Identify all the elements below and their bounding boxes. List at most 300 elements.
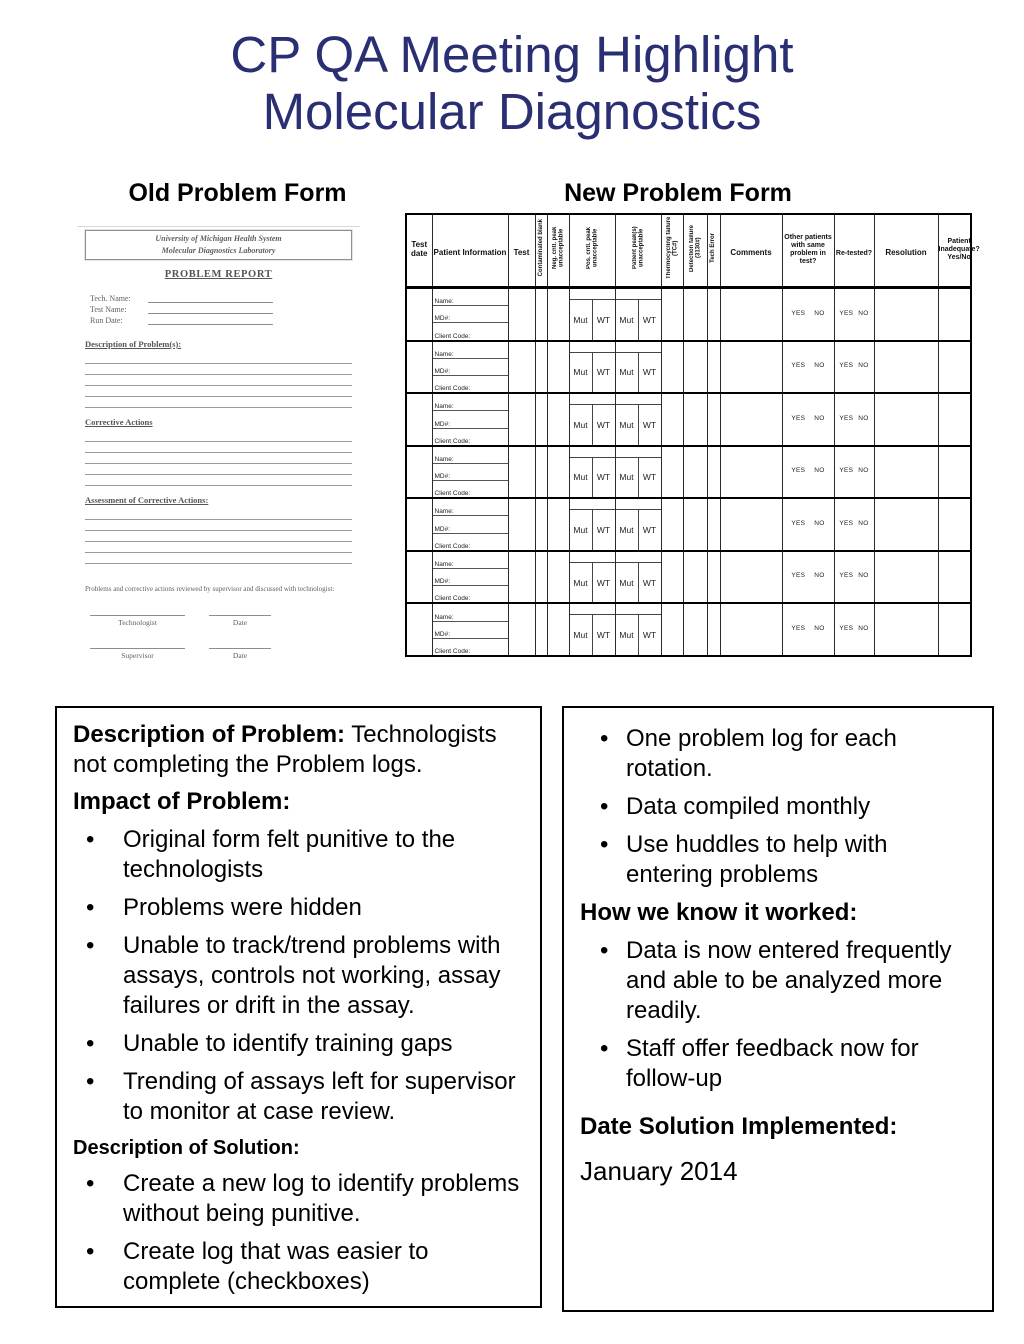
- cell: [938, 288, 971, 341]
- yes-no-label: YES: [791, 467, 806, 475]
- cell: [683, 551, 707, 604]
- cell: [938, 446, 971, 499]
- ruled-line: [85, 542, 352, 553]
- subcolumn-label: WT: [592, 458, 615, 498]
- cell: [782, 498, 834, 551]
- column-header-label: Neg. cntl. peak unacceptable: [551, 226, 564, 270]
- mut-wt-subcells: [570, 299, 615, 340]
- bullet-marker: •: [86, 826, 95, 853]
- subcolumn-label: WT: [592, 563, 615, 603]
- cell: [615, 288, 661, 341]
- subcolumn-label: WT: [638, 405, 661, 445]
- column-header: [661, 214, 683, 288]
- column-header-label: Contaminated blank: [537, 219, 544, 277]
- cell: [834, 393, 874, 446]
- cell: [720, 498, 782, 551]
- cell: [569, 603, 615, 656]
- bullet-text: Data compiled monthly: [626, 793, 871, 820]
- yes-no-label: YES: [791, 519, 806, 527]
- patient-field-label: Name:: [433, 289, 508, 306]
- bullet-marker: •: [86, 932, 95, 959]
- signatory-label: Supervisor: [121, 651, 154, 660]
- cell: [661, 551, 683, 604]
- column-header: [535, 214, 547, 288]
- yes-no-label: YES: [839, 624, 854, 632]
- date-label: Date: [232, 651, 248, 660]
- subcolumn-label: Mut: [619, 367, 634, 378]
- patient-field-label: MD#:: [433, 359, 508, 376]
- column-header: [782, 214, 834, 288]
- bullet-marker: •: [86, 1030, 95, 1057]
- subcolumn-label: Mut: [573, 577, 588, 588]
- cell: [569, 393, 615, 446]
- yes-no-label: NO: [858, 309, 869, 317]
- bullet-item: [73, 825, 524, 885]
- yes-no-label: NO: [858, 414, 869, 422]
- subcolumn-label: WT: [638, 563, 661, 603]
- table-body: [406, 288, 971, 656]
- subcolumn-label: WT: [638, 615, 661, 655]
- column-header: [508, 214, 535, 288]
- column-header-label: Other patients with same problem in test?: [784, 233, 832, 265]
- bullet-item: [73, 931, 524, 1021]
- bullet-text: Unable to identify training gaps: [123, 1030, 453, 1057]
- ruled-line: [85, 353, 352, 364]
- yes-no-options: [835, 289, 874, 337]
- ruled-line: [85, 364, 352, 375]
- patient-field-label: Name:: [433, 499, 508, 516]
- cell: [661, 341, 683, 394]
- signature-line: [90, 607, 185, 616]
- bullet-text: Unable to track/trend problems with assays, controls not working, assay failures or drift in the assay.: [123, 932, 501, 1019]
- cell: [432, 341, 508, 394]
- subcolumn-label: Mut: [573, 472, 588, 483]
- column-header-label: Pos. cntl. peak unacceptable: [585, 227, 598, 270]
- yes-no-label: YES: [791, 572, 806, 580]
- title-line-1: CP QA Meeting Highlight: [230, 26, 794, 83]
- signature-line: [209, 607, 271, 616]
- yes-no-label: NO: [858, 362, 869, 370]
- yes-no-options: [783, 447, 834, 495]
- subcolumn-label: WT: [638, 458, 661, 498]
- cell: [782, 341, 834, 394]
- column-header: [707, 214, 720, 288]
- signatory-field: [90, 607, 185, 627]
- bullet-item: [73, 1029, 524, 1059]
- bullet-item: [73, 1169, 524, 1229]
- column-header-label: Detection failure (3130#): [688, 224, 701, 272]
- bullet-text: Create a new log to identify problems without being punitive.: [123, 1170, 520, 1227]
- cell: [406, 446, 432, 499]
- cell: [720, 393, 782, 446]
- bullet-text: Problems were hidden: [123, 894, 362, 921]
- column-header-label: Patient peak(s) unacceptable: [631, 226, 644, 270]
- subcolumn-label: WT: [592, 615, 615, 655]
- cell: [707, 341, 720, 394]
- cell: [535, 341, 547, 394]
- cell: [569, 498, 615, 551]
- cell: [615, 551, 661, 604]
- field-label: Test Name:: [90, 305, 127, 314]
- column-header: [938, 214, 980, 288]
- old-form-sections: [75, 339, 362, 564]
- page-title: [0, 26, 1024, 140]
- solution-results-panel: [562, 706, 994, 1312]
- cell: [834, 341, 874, 394]
- ruled-line: [85, 386, 352, 397]
- ruled-line: [85, 509, 352, 520]
- subcolumn-label: WT: [592, 300, 615, 340]
- section-heading: Corrective Actions: [85, 417, 153, 427]
- cell: [661, 393, 683, 446]
- subcolumn-label: Mut: [619, 472, 634, 483]
- cell: [406, 498, 432, 551]
- cell: [406, 603, 432, 656]
- bullet-item: [580, 724, 976, 784]
- bullet-text: Create log that was easier to complete (checkboxes): [123, 1238, 429, 1295]
- field-blank-line: [148, 304, 273, 314]
- subcolumn-label: Mut: [573, 314, 588, 325]
- cell: [535, 393, 547, 446]
- yes-no-options: [783, 342, 834, 390]
- yes-no-label: YES: [839, 572, 854, 580]
- mut-wt-subcells: [570, 614, 615, 655]
- bullet-marker: •: [86, 1068, 95, 1095]
- table-row: [406, 341, 971, 394]
- yes-no-options: [783, 289, 834, 337]
- cell: [406, 551, 432, 604]
- mut-wt-subcells: [616, 614, 661, 655]
- cell: [406, 288, 432, 341]
- yes-no-options: [835, 447, 874, 495]
- patient-field-label: MD#:: [433, 569, 508, 586]
- patient-field-label: MD#:: [433, 516, 508, 533]
- cell: [683, 498, 707, 551]
- yes-no-options: [783, 394, 834, 442]
- cell: [834, 498, 874, 551]
- problem-impact-panel: [55, 706, 542, 1308]
- patient-field-label: Name:: [433, 342, 508, 359]
- cell: [535, 498, 547, 551]
- cell: [661, 498, 683, 551]
- column-header-label: Tech Error: [710, 233, 717, 263]
- lead-bold-label: Description of Problem:: [73, 721, 346, 748]
- cell: [547, 393, 569, 446]
- signatory-field: [90, 640, 185, 660]
- subcolumn-label: Mut: [573, 630, 588, 641]
- mut-wt-subcells: [616, 404, 661, 445]
- cell: [707, 446, 720, 499]
- cell: [938, 603, 971, 656]
- cell: [874, 341, 938, 394]
- cell: [683, 393, 707, 446]
- column-header: [720, 214, 782, 288]
- patient-field-label: Name:: [433, 552, 508, 569]
- yes-no-label: NO: [858, 467, 869, 475]
- subcolumn-label: Mut: [619, 314, 634, 325]
- new-problem-form: [405, 213, 980, 657]
- bullet-marker: •: [86, 894, 95, 921]
- cell: [569, 341, 615, 394]
- cell: [874, 288, 938, 341]
- cell: [615, 393, 661, 446]
- table-row: [406, 551, 971, 604]
- mut-wt-subcells: [616, 562, 661, 603]
- org-header-box: [85, 230, 352, 260]
- mut-wt-subcells: [570, 352, 615, 393]
- cell: [508, 603, 535, 656]
- cell: [782, 446, 834, 499]
- cell: [782, 551, 834, 604]
- cell: [782, 288, 834, 341]
- review-note: Problems and corrective actions reviewed by supervisor and discussed with technologist:: [85, 585, 335, 593]
- bullet-item: [73, 1067, 524, 1127]
- date-label: Date: [232, 618, 248, 627]
- cell: [834, 551, 874, 604]
- signature-line: [209, 640, 271, 649]
- cell: [547, 551, 569, 604]
- column-header: [615, 214, 661, 288]
- cell: [834, 288, 874, 341]
- cell: [707, 603, 720, 656]
- yes-no-label: YES: [791, 624, 806, 632]
- bullet-item: [73, 893, 524, 923]
- column-header: [547, 214, 569, 288]
- cell: [938, 551, 971, 604]
- table-row: [406, 393, 971, 446]
- patient-field-label: Name:: [433, 447, 508, 464]
- yes-no-options: [835, 394, 874, 442]
- cell: [683, 446, 707, 499]
- subcolumn-label: WT: [638, 353, 661, 393]
- bullet-text: Data is now entered frequently and able to be analyzed more readily.: [626, 937, 952, 1024]
- bullet-item: [580, 1034, 976, 1094]
- bullet-marker: •: [86, 1238, 95, 1265]
- panel-heading: Date Solution Implemented:: [580, 1113, 898, 1140]
- date-field: [209, 607, 271, 627]
- cell: [661, 603, 683, 656]
- bullet-marker: •: [86, 1170, 95, 1197]
- ruled-line: [85, 375, 352, 386]
- cell: [615, 603, 661, 656]
- panel-heading: Description of Solution:: [73, 1137, 300, 1159]
- cell: [661, 446, 683, 499]
- field-row: [90, 292, 362, 303]
- subcolumn-label: WT: [638, 300, 661, 340]
- mut-wt-subcells: [616, 457, 661, 498]
- bullet-text: Trending of assays left for supervisor to monitor at case review.: [123, 1068, 516, 1125]
- bullet-text: Original form felt punitive to the technologists: [123, 826, 456, 883]
- mut-wt-subcells: [570, 562, 615, 603]
- subcolumn-label: Mut: [573, 419, 588, 430]
- cell: [720, 446, 782, 499]
- column-header-label: Resolution: [885, 247, 927, 257]
- patient-field-label: Name:: [433, 394, 508, 411]
- cell: [720, 341, 782, 394]
- mut-wt-subcells: [570, 457, 615, 498]
- panel-heading: How we know it worked:: [580, 899, 858, 926]
- table-row: [406, 288, 971, 341]
- old-form-label: Old Problem Form: [128, 179, 347, 207]
- yes-no-label: YES: [791, 309, 806, 317]
- cell: [508, 446, 535, 499]
- cell: [432, 498, 508, 551]
- bullet-item: [73, 1237, 524, 1297]
- cell: [508, 288, 535, 341]
- org-line-1: University of Michigan Health System: [155, 234, 282, 243]
- mut-wt-subcells: [616, 352, 661, 393]
- cell: [874, 393, 938, 446]
- patient-field-label: Client Code:: [434, 490, 471, 498]
- cell: [707, 551, 720, 604]
- cell: [508, 498, 535, 551]
- field-blank-line: [148, 315, 273, 325]
- table-row: [406, 446, 971, 499]
- subcolumn-label: WT: [592, 353, 615, 393]
- cell: [661, 288, 683, 341]
- cell: [615, 341, 661, 394]
- problem-log-table: [405, 213, 980, 657]
- field-label: Run Date:: [90, 316, 123, 325]
- field-blank-line: [148, 293, 273, 303]
- cell: [547, 288, 569, 341]
- cell: [508, 341, 535, 394]
- cell: [547, 498, 569, 551]
- bullet-marker: •: [600, 1035, 609, 1062]
- yes-no-label: YES: [839, 414, 854, 422]
- patient-field-label: Client Code:: [434, 595, 471, 603]
- cell: [547, 603, 569, 656]
- lead-text: Technologists not completing the Problem logs.: [73, 721, 497, 778]
- section-heading: Assessment of Corrective Actions:: [85, 495, 209, 505]
- cell: [707, 288, 720, 341]
- bullet-item: [580, 792, 976, 822]
- signature-row: [90, 607, 362, 627]
- cell: [834, 603, 874, 656]
- yes-no-label: NO: [814, 519, 825, 527]
- date-field: [209, 640, 271, 660]
- cell: [683, 341, 707, 394]
- bullet-text: One problem log for each rotation.: [626, 725, 897, 782]
- cell: [535, 288, 547, 341]
- cell: [720, 603, 782, 656]
- cell: [615, 446, 661, 499]
- subcolumn-label: Mut: [619, 525, 634, 536]
- yes-no-label: YES: [791, 414, 806, 422]
- signatory-label: Technologist: [118, 618, 157, 627]
- bullet-marker: •: [600, 831, 609, 858]
- cell: [547, 341, 569, 394]
- cell: [834, 446, 874, 499]
- patient-field-label: MD#:: [433, 411, 508, 428]
- ruled-line: [85, 442, 352, 453]
- column-header-label: Thermocycling failure (TC#): [665, 216, 678, 280]
- patient-field-label: Client Code:: [434, 385, 471, 393]
- yes-no-label: YES: [839, 309, 854, 317]
- yes-no-options: [835, 552, 874, 600]
- cell: [874, 446, 938, 499]
- bullet-marker: •: [600, 793, 609, 820]
- title-line-2: Molecular Diagnostics: [262, 83, 762, 140]
- patient-field-label: Client Code:: [434, 542, 471, 550]
- yes-no-label: NO: [814, 624, 825, 632]
- column-header: [569, 214, 615, 288]
- cell: [874, 551, 938, 604]
- yes-no-options: [835, 499, 874, 547]
- column-header: [406, 214, 432, 288]
- ruled-line: [85, 553, 352, 564]
- cell: [406, 393, 432, 446]
- lead-paragraph: [73, 720, 524, 780]
- ruled-line: [85, 531, 352, 542]
- table-row: [406, 498, 971, 551]
- signature-line: [90, 640, 185, 649]
- column-header-label: Patient Information: [433, 247, 507, 257]
- bullet-item: [580, 830, 976, 890]
- cell: [707, 498, 720, 551]
- panel-text: January 2014: [580, 1156, 738, 1186]
- column-header-label: Test date: [411, 240, 428, 258]
- cell: [508, 393, 535, 446]
- column-header-label: Re-tested?: [835, 249, 873, 257]
- subcolumn-label: WT: [638, 510, 661, 550]
- patient-field-label: MD#:: [433, 622, 508, 639]
- bullet-item: [580, 936, 976, 1026]
- patient-field-label: MD#:: [433, 306, 508, 323]
- yes-no-label: NO: [858, 519, 869, 527]
- cell: [535, 603, 547, 656]
- yes-no-label: YES: [839, 362, 854, 370]
- field-row: [90, 303, 362, 314]
- subcolumn-label: Mut: [619, 419, 634, 430]
- cell: [938, 341, 971, 394]
- bullet-marker: •: [600, 937, 609, 964]
- cell: [938, 498, 971, 551]
- yes-no-options: [835, 342, 874, 390]
- subcolumn-label: Mut: [619, 630, 634, 641]
- ruled-line: [85, 520, 352, 531]
- panel-heading: Impact of Problem:: [73, 788, 291, 815]
- ruled-line: [85, 397, 352, 408]
- bullet-text: Staff offer feedback now for follow-up: [626, 1035, 919, 1092]
- yes-no-label: YES: [839, 519, 854, 527]
- cell: [782, 603, 834, 656]
- signature-block: [75, 607, 362, 660]
- cell: [615, 498, 661, 551]
- cell: [874, 498, 938, 551]
- cell: [569, 446, 615, 499]
- subcolumn-label: WT: [592, 510, 615, 550]
- yes-no-options: [783, 499, 834, 547]
- yes-no-label: NO: [814, 572, 825, 580]
- subcolumn-label: Mut: [573, 367, 588, 378]
- cell: [406, 341, 432, 394]
- bullet-marker: •: [600, 725, 609, 752]
- table-row: [406, 603, 971, 656]
- mut-wt-subcells: [616, 509, 661, 550]
- cell: [683, 288, 707, 341]
- yes-no-label: NO: [858, 624, 869, 632]
- column-header: [874, 214, 938, 288]
- cell: [569, 288, 615, 341]
- cell: [938, 393, 971, 446]
- yes-no-label: NO: [814, 467, 825, 475]
- yes-no-options: [783, 552, 834, 600]
- old-form-title: PROBLEM REPORT: [164, 269, 273, 280]
- cell: [432, 551, 508, 604]
- mut-wt-subcells: [570, 509, 615, 550]
- yes-no-label: NO: [814, 309, 825, 317]
